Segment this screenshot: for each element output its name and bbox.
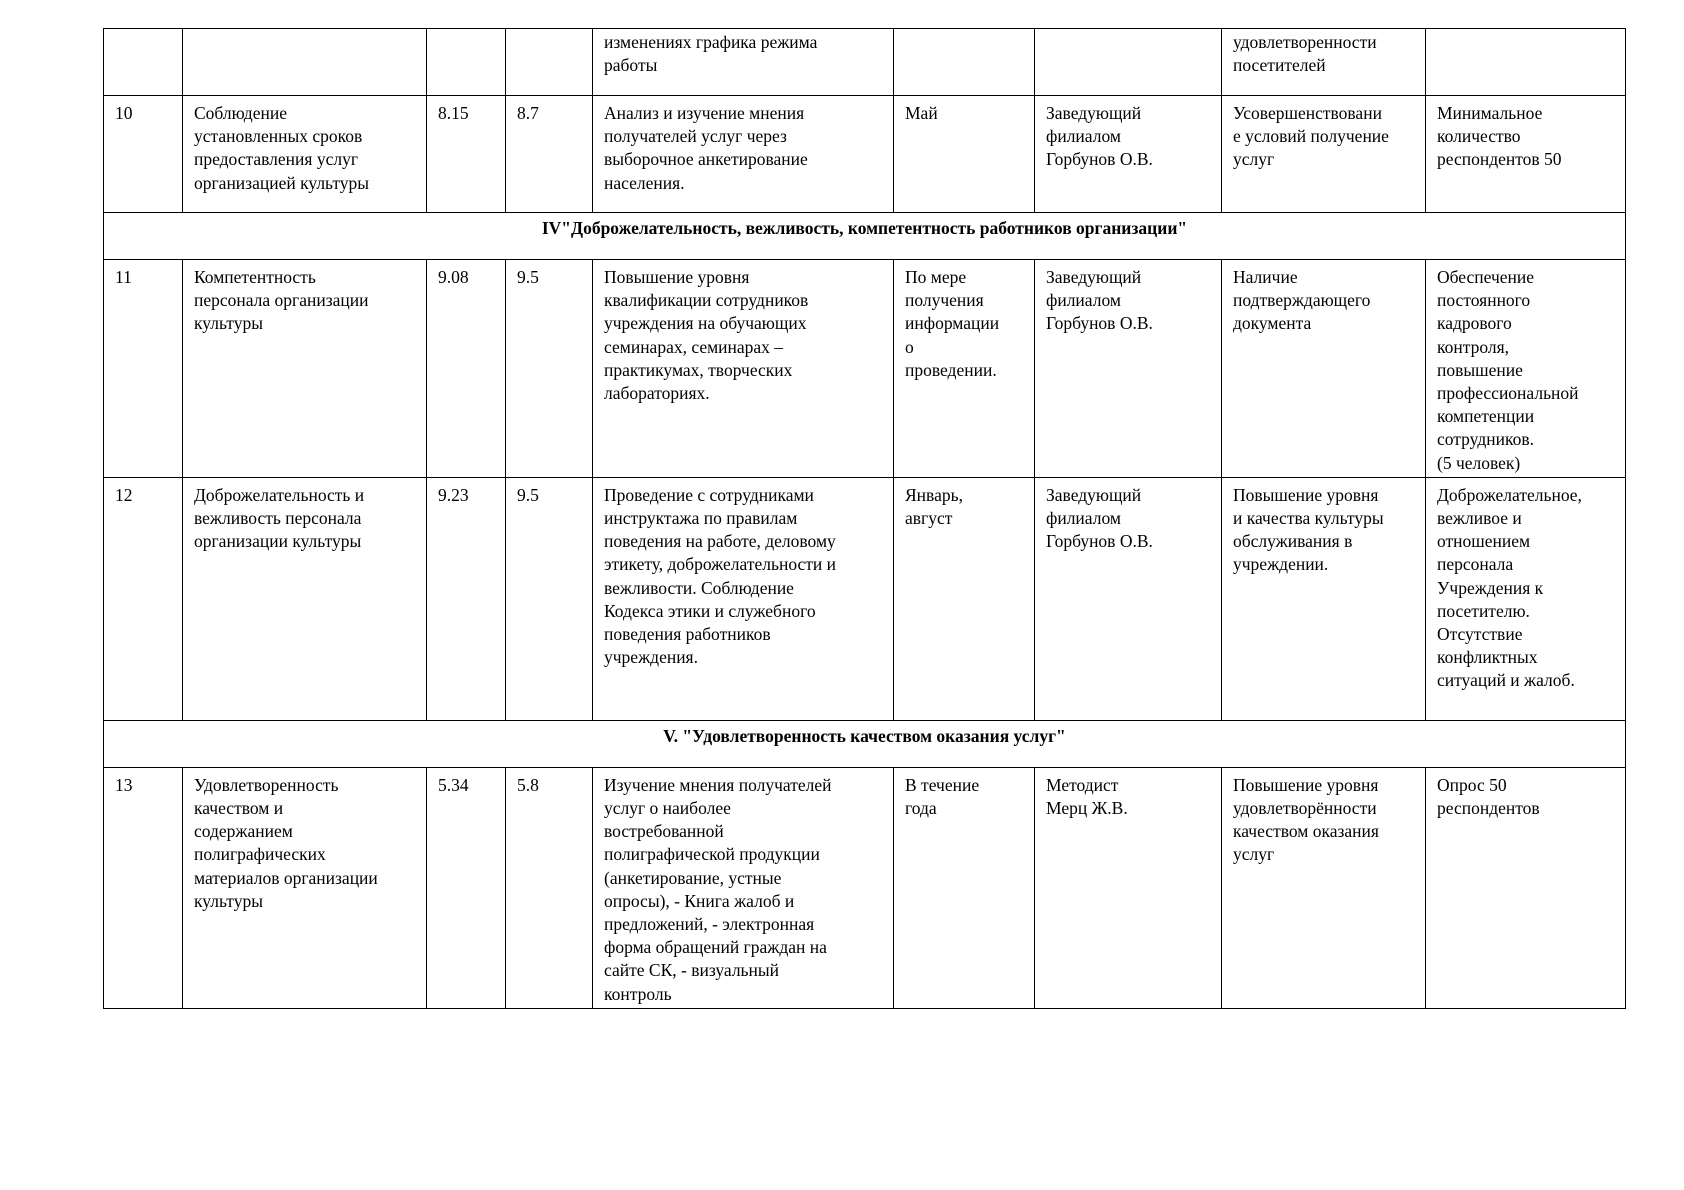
cell-measure: Проведение с сотрудниками инструктажа по правилам поведения на работе, деловому этикету, доброжелательности и вежливости. Соблюдение Кодекса этики и служебного поведения работников учреждения. — [593, 477, 894, 720]
table-row-continuation — [104, 29, 1626, 96]
cell-responsible: Заведующий филиалом Горбунов О.В. — [1035, 260, 1222, 478]
cell-criterion — [183, 29, 427, 96]
section-row — [104, 720, 1626, 767]
cell-result: Повышение уровня и качества культуры обслуживания в учреждении. — [1222, 477, 1426, 720]
table-row — [104, 96, 1626, 213]
section-heading-v: V. "Удовлетворенность качеством оказания услуг" — [104, 720, 1626, 767]
cell-measure: изменениях графика режима работы — [593, 29, 894, 96]
cell-responsible: Методист Мерц Ж.В. — [1035, 767, 1222, 1008]
cell-num — [104, 29, 183, 96]
cell-indicator — [1426, 29, 1626, 96]
cell-deadline: Май — [894, 96, 1035, 213]
cell-criterion: Доброжелательность и вежливость персонала организации культуры — [183, 477, 427, 720]
cell-indicator: Обеспечение постоянного кадрового контроля, повышение профессиональной компетенции сотрудников. (5 человек) — [1426, 260, 1626, 478]
table-row — [104, 767, 1626, 1008]
cell-value-target: 5.8 — [506, 767, 593, 1008]
cell-responsible: Заведующий филиалом Горбунов О.В. — [1035, 477, 1222, 720]
cell-value-target: 9.5 — [506, 260, 593, 478]
cell-result: Наличие подтверждающего документа — [1222, 260, 1426, 478]
cell-result: Усовершенствовани е условий получение услуг — [1222, 96, 1426, 213]
table-row — [104, 477, 1626, 720]
cell-value-target: 8.7 — [506, 96, 593, 213]
cell-num: 11 — [104, 260, 183, 478]
table-row — [104, 260, 1626, 478]
cell-num: 10 — [104, 96, 183, 213]
cell-deadline: По мере получения информации о проведении. — [894, 260, 1035, 478]
cell-criterion: Соблюдение установленных сроков предоставления услуг организацией культуры — [183, 96, 427, 213]
cell-value-before: 5.34 — [427, 767, 506, 1008]
cell-measure: Изучение мнения получателей услуг о наиболее востребованной полиграфической продукции (анкетирование, устные опросы), - Книга жалоб и предложений, - электронная форма обращений граждан на сайте СК, - визуальный контроль — [593, 767, 894, 1008]
cell-num: 12 — [104, 477, 183, 720]
cell-responsible — [1035, 29, 1222, 96]
section-row — [104, 213, 1626, 260]
cell-value-before: 8.15 — [427, 96, 506, 213]
section-heading-iv: IV"Доброжелательность, вежливость, компетентность работников организации" — [104, 213, 1626, 260]
cell-value-before: 9.08 — [427, 260, 506, 478]
cell-value-before: 9.23 — [427, 477, 506, 720]
cell-result: удовлетворенности посетителей — [1222, 29, 1426, 96]
cell-measure: Анализ и изучение мнения получателей услуг через выборочное анкетирование населения. — [593, 96, 894, 213]
cell-value-before — [427, 29, 506, 96]
cell-indicator: Доброжелательное, вежливое и отношением персонала Учреждения к посетителю. Отсутствие конфликтных ситуаций и жалоб. — [1426, 477, 1626, 720]
cell-criterion: Компетентность персонала организации культуры — [183, 260, 427, 478]
cell-deadline: Январь, август — [894, 477, 1035, 720]
cell-indicator: Опрос 50 респондентов — [1426, 767, 1626, 1008]
cell-criterion: Удовлетворенность качеством и содержанием полиграфических материалов организации культуры — [183, 767, 427, 1008]
cell-measure: Повышение уровня квалификации сотрудников учреждения на обучающих семинарах, семинарах – практикумах, творческих лабораториях. — [593, 260, 894, 478]
cell-value-target: 9.5 — [506, 477, 593, 720]
cell-responsible: Заведующий филиалом Горбунов О.В. — [1035, 96, 1222, 213]
cell-num: 13 — [104, 767, 183, 1008]
cell-indicator: Минимальное количество респондентов 50 — [1426, 96, 1626, 213]
cell-value-target — [506, 29, 593, 96]
improvement-plan-table — [103, 28, 1626, 1009]
cell-deadline: В течение года — [894, 767, 1035, 1008]
cell-deadline — [894, 29, 1035, 96]
cell-result: Повышение уровня удовлетворённости качеством оказания услуг — [1222, 767, 1426, 1008]
